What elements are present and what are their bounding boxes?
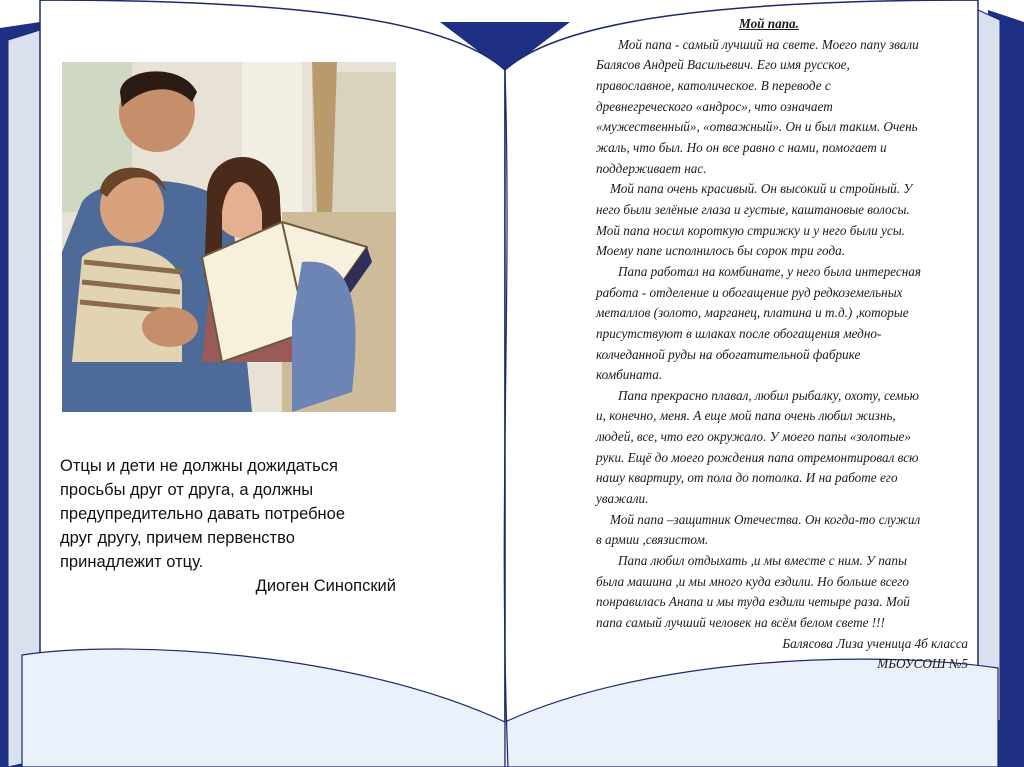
quote-line: просьбы друг от друга, а должны — [60, 481, 314, 499]
essay-block — [596, 14, 968, 675]
essay-line: жаль, что был. Но он все равно с нами, помогает и — [596, 139, 887, 155]
family-reading-photo — [62, 62, 396, 412]
essay-line: Мой папа носил короткую стрижку и у него были усы. — [596, 222, 905, 238]
essay-line: и, конечно, меня. А еще мой папа очень любил жизнь, — [596, 408, 896, 424]
essay-line: уважали. — [596, 491, 649, 507]
essay-line: Папа любил отдыхать ,и мы вместе с ним. У папы — [618, 553, 907, 569]
essay-line: Балясов Андрей Васильевич. Его имя русское, — [596, 57, 850, 73]
essay-line: была машина ,и мы много куда ездили. Но больше всего — [596, 573, 909, 589]
essay-line: Моему папе исполнилось бы сорок три года. — [596, 243, 846, 259]
page-stack-right — [978, 10, 1000, 740]
essay-line: людей, все, что его окружало. У моего папы «золотые» — [596, 429, 911, 445]
essay-line: православное, католическое. В переводе с — [596, 77, 831, 93]
essay-line: комбината. — [596, 367, 663, 383]
quote-line: принадлежит отцу. — [60, 553, 204, 571]
essay-title: Мой папа. — [739, 16, 799, 31]
essay-school: МБОУСОШ №5 — [877, 656, 968, 672]
essay-line: колчеданной руды на обогатительной фабрике — [596, 346, 861, 362]
essay-signature: Балясова Лиза ученица 4б класса — [782, 635, 968, 651]
essay-line: папа самый лучший человек на всём белом свете !!! — [596, 615, 885, 631]
essay-line: Папа прекрасно плавал, любил рыбалку, охоту, семью — [618, 387, 919, 403]
essay-line: руки. Ещё до моего рождения папа отремонтировал всю — [596, 449, 919, 465]
essay-line: понравилась Анапа и мы туда ездили четыре раза. Мой — [596, 594, 910, 610]
essay-line: древнегреческого «андрос», что означает — [596, 98, 833, 114]
essay-line: Мой папа –защитник Отечества. Он когда-то служил — [610, 511, 921, 527]
essay-line: нашу квартиру, от пола до потолка. И на работе его — [596, 470, 898, 486]
essay-line: Мой папа очень красивый. Он высокий и стройный. У — [610, 181, 913, 197]
essay-line: в армии ,связистом. — [596, 532, 709, 548]
essay-line: него были зелёные глаза и густые, каштановые волосы. — [596, 201, 910, 217]
quote-line: друг другу, причем первенство — [60, 529, 295, 547]
quote-author: Диоген Синопский — [255, 577, 396, 595]
quote-line: Отцы и дети не должны дожидаться — [60, 457, 338, 475]
essay-line: работа - отделение и обогащение руд редкоземельных — [596, 284, 903, 300]
quote-block — [60, 454, 400, 598]
essay-line: «мужественный», «отважный». Он и был таким. Очень — [596, 119, 918, 135]
essay-line: Мой папа - самый лучший на свете. Моего папу звали — [618, 36, 919, 52]
essay-line: поддерживает нас. — [596, 160, 707, 176]
essay-line: присутствуют в шлаках после обогащения медно- — [596, 325, 882, 341]
essay-line: Папа работал на комбинате, у него была интересная — [618, 263, 921, 279]
quote-line: предупредительно давать потребное — [60, 505, 345, 523]
essay-line: металлов (золото, марганец, платина и т.д.) ,которые — [596, 305, 909, 321]
